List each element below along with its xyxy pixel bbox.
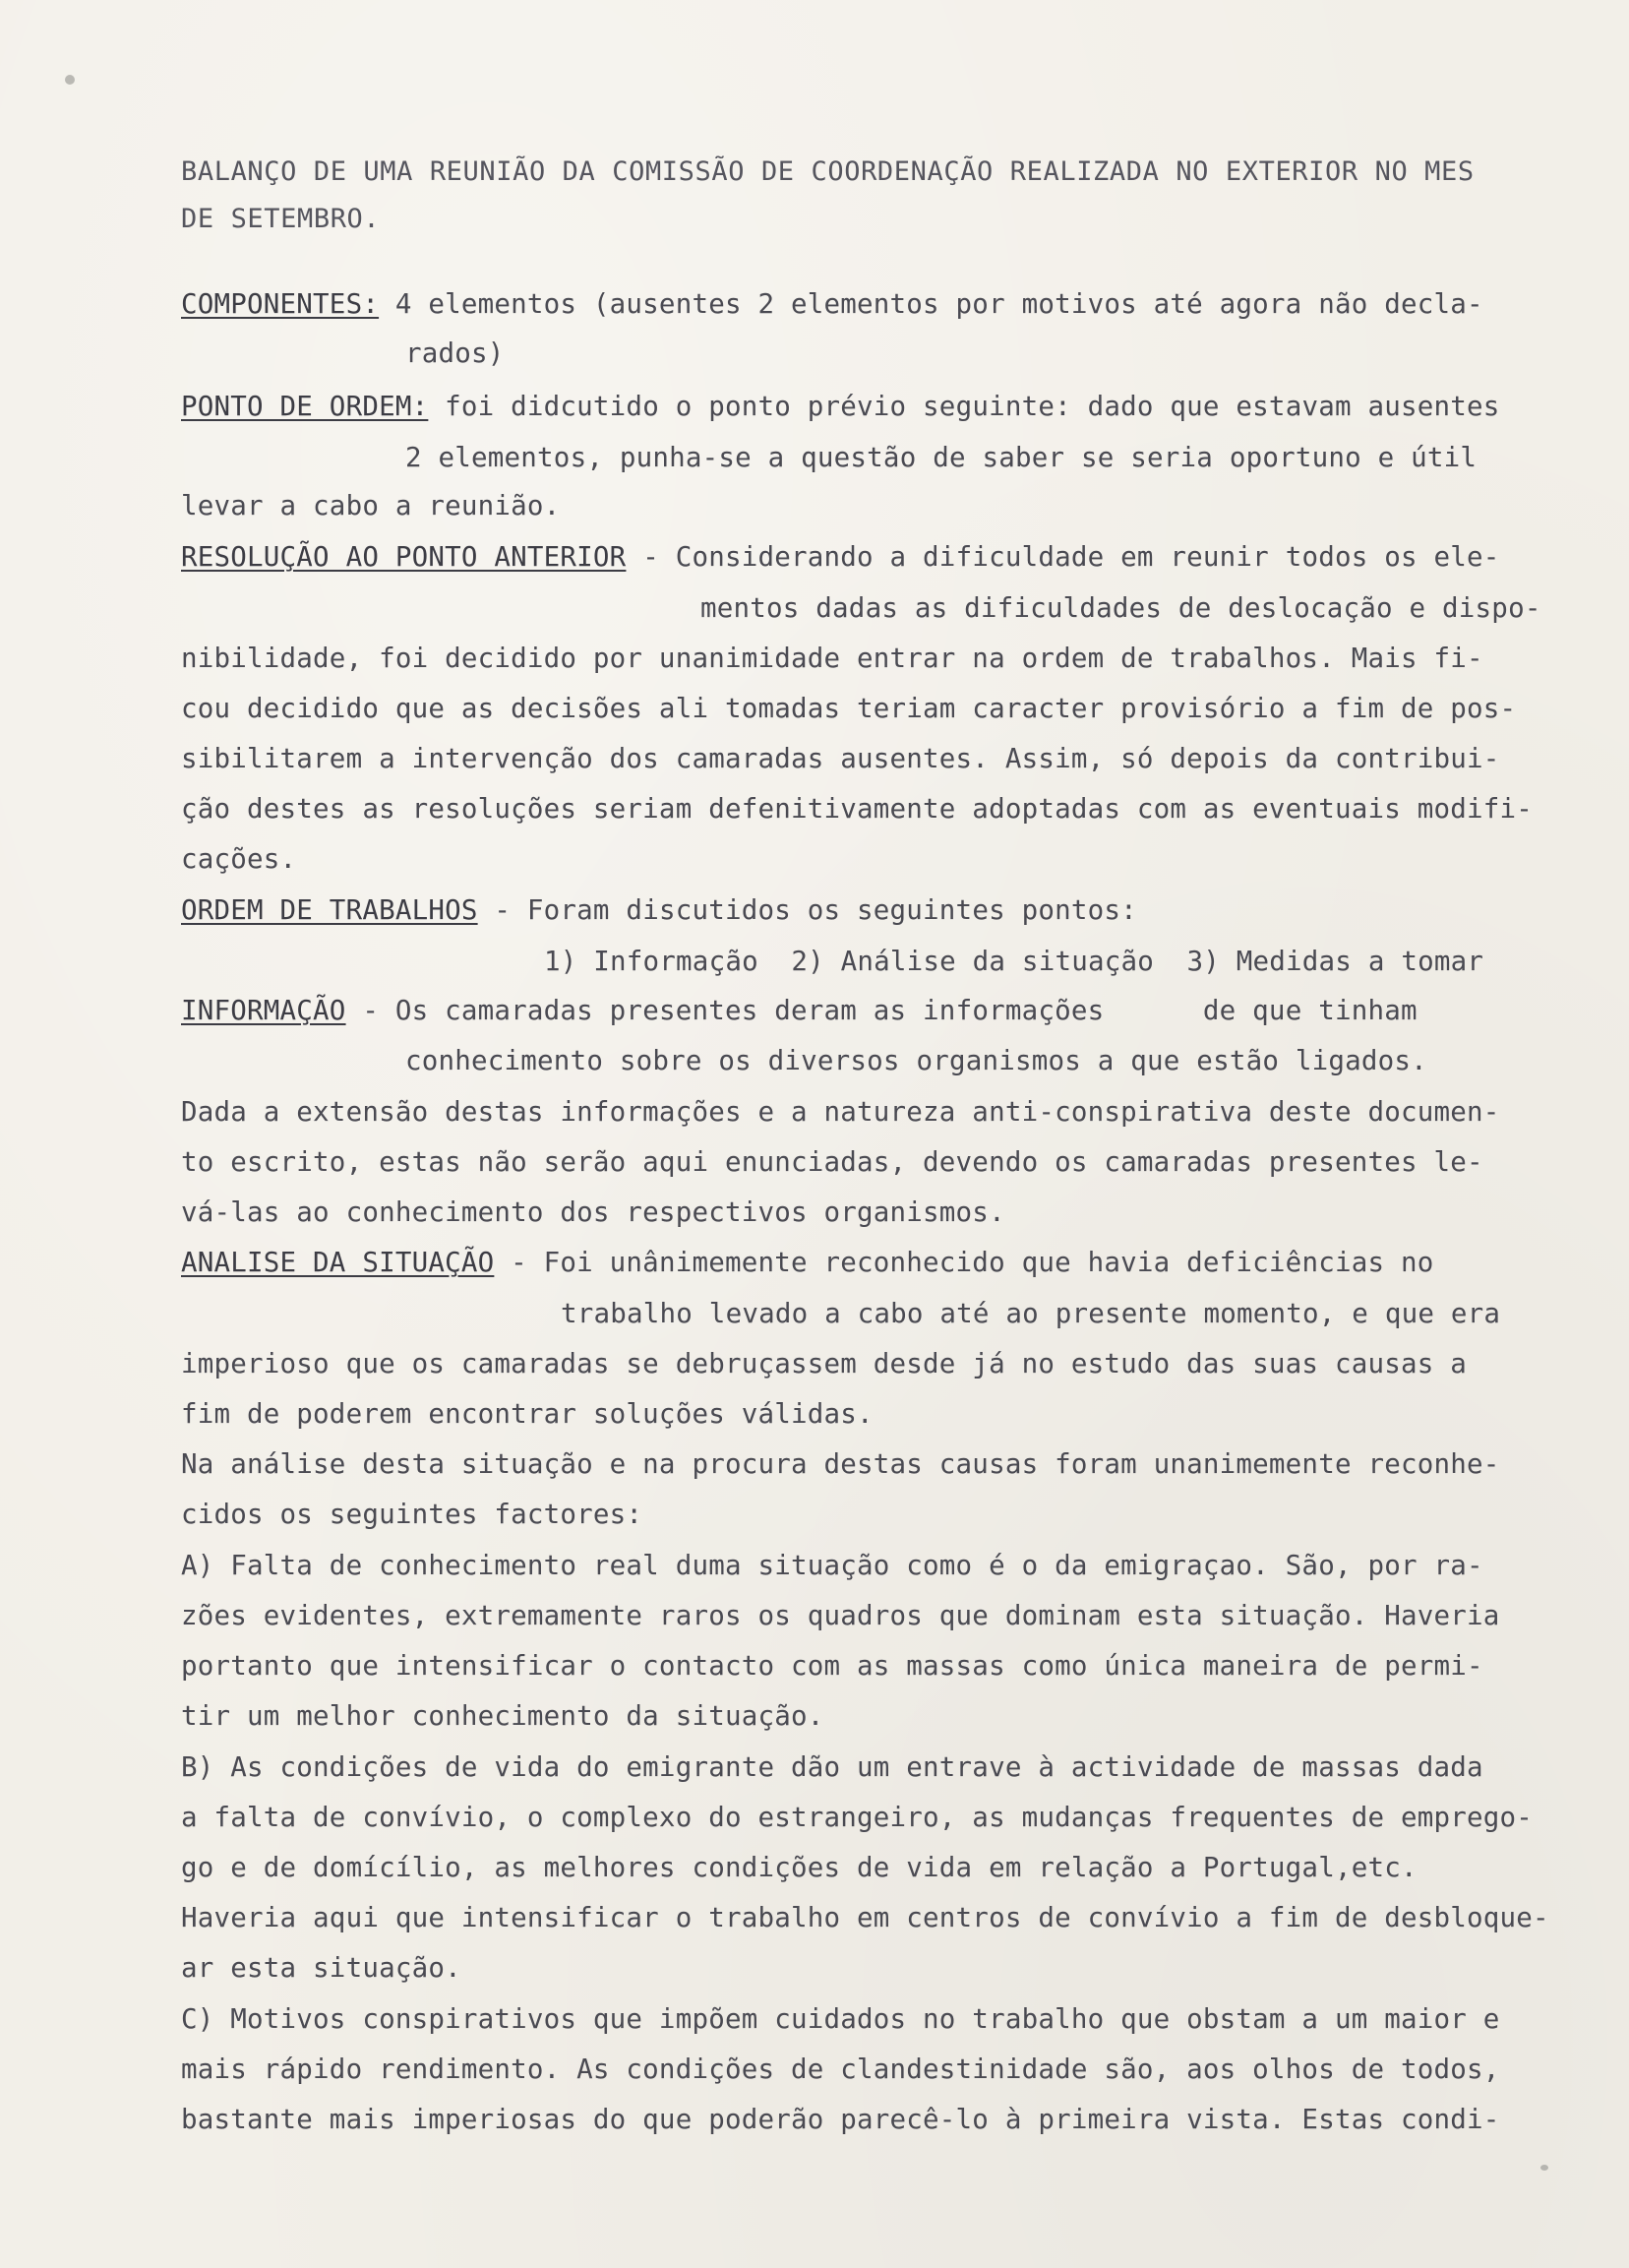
paper-speck: [1540, 2165, 1548, 2171]
informacao-text: - Os camaradas presentes deram as informações de que tinham: [345, 995, 1418, 1026]
factor-a-line-3: portanto que intensificar o contacto com as massas como única maneira de permi-: [181, 1650, 1483, 1682]
resolucao-text-2: mentos dadas as dificuldades de deslocação e dispo-: [700, 592, 1541, 624]
factor-b-line-5: ar esta situação.: [181, 1952, 461, 1984]
componentes-text-continued: rados): [405, 337, 505, 369]
ordem-de-trabalhos-heading: ORDEM DE TRABALHOS: [181, 894, 478, 926]
analise-line: [181, 1246, 1434, 1279]
ponto-de-ordem-line: [181, 390, 1500, 423]
resolucao-line: [181, 540, 1500, 574]
factor-c-line-1: C) Motivos conspirativos que impõem cuidados no trabalho que obstam a um maior e: [181, 2003, 1500, 2035]
factor-c-line-2: mais rápido rendimento. As condições de clandestinidade são, aos olhos de todos,: [181, 2053, 1500, 2085]
factor-a-line-2: zões evidentes, extremamente raros os quadros que dominam esta situação. Haveria: [181, 1600, 1500, 1631]
ordem-de-trabalhos-text: - Foram discutidos os seguintes pontos:: [477, 894, 1137, 926]
informacao-text-4: to escrito, estas não serão aqui enunciadas, devendo os camaradas presentes le-: [181, 1146, 1483, 1178]
analise-text-2: trabalho levado a cabo até ao presente momento, e que era: [561, 1298, 1501, 1329]
factor-b-line-1: B) As condições de vida do emigrante dão um entrave à actividade de massas dada: [181, 1751, 1483, 1783]
ordem-de-trabalhos-list: 1) Informação 2) Análise da situação 3) Medidas a tomar: [544, 946, 1484, 977]
resolucao-text-3: nibilidade, foi decidido por unanimidade entrar na ordem de trabalhos. Mais fi-: [181, 643, 1483, 674]
ponto-de-ordem-heading: PONTO DE ORDEM:: [181, 391, 429, 422]
ponto-de-ordem-text: foi didcutido o ponto prévio seguinte: dado que estavam ausentes: [428, 391, 1500, 422]
factor-c-line-3: bastante mais imperiosas do que poderão parecê-lo à primeira vista. Estas condi-: [181, 2104, 1500, 2135]
resolucao-text-5: sibilitarem a intervenção dos camaradas ausentes. Assim, só depois da contribui-: [181, 743, 1500, 774]
document-title-continued: DE SETEMBRO.: [181, 204, 381, 234]
componentes-heading: COMPONENTES:: [181, 288, 380, 320]
ponto-de-ordem-text-3: levar a cabo a reunião.: [181, 490, 561, 521]
informacao-line: [181, 994, 1418, 1027]
informacao-text-5: vá-las ao conhecimento dos respectivos organismos.: [181, 1196, 1005, 1228]
resolucao-text-7: cações.: [181, 843, 297, 875]
analise-text-6: cidos os seguintes factores:: [181, 1499, 643, 1530]
resolucao-text-6: ção destes as resoluções seriam defenitivamente adoptadas com as eventuais modifi-: [181, 793, 1534, 825]
componentes-text: 4 elementos (ausentes 2 elementos por motivos até agora não decla-: [379, 288, 1483, 320]
factor-a-line-4: tir um melhor conhecimento da situação.: [181, 1700, 824, 1732]
analise-text-3: imperioso que os camaradas se debruçassem desde já no estudo das suas causas a: [181, 1348, 1467, 1379]
ordem-de-trabalhos-line: [181, 893, 1137, 927]
resolucao-text: - Considerando a dificuldade em reunir todos os ele-: [626, 541, 1500, 573]
analise-heading: ANALISE DA SITUAÇÃO: [181, 1247, 495, 1278]
informacao-heading: INFORMAÇÃO: [181, 995, 346, 1026]
informacao-text-3: Dada a extensão destas informações e a natureza anti-conspirativa deste documen-: [181, 1096, 1500, 1128]
componentes-line: [181, 287, 1483, 321]
factor-b-line-4: Haveria aqui que intensificar o trabalho em centros de convívio a fim de desbloque-: [181, 1902, 1549, 1933]
ponto-de-ordem-text-2: 2 elementos, punha-se a questão de saber se seria oportuno e útil: [405, 442, 1478, 473]
informacao-text-2: conhecimento sobre os diversos organismos a que estão ligados.: [405, 1045, 1427, 1076]
analise-text-5: Na análise desta situação e na procura destas causas foram unanimemente reconhe-: [181, 1448, 1500, 1480]
factor-a-line-1: A) Falta de conhecimento real duma situação como é o da emigraçao. São, por ra-: [181, 1550, 1483, 1581]
resolucao-heading: RESOLUÇÃO AO PONTO ANTERIOR: [181, 541, 627, 573]
factor-b-line-2: a falta de convívio, o complexo do estrangeiro, as mudanças frequentes de emprego-: [181, 1802, 1534, 1833]
analise-text: - Foi unânimemente reconhecido que havia deficiências no: [494, 1247, 1434, 1278]
paper-speck: [65, 75, 75, 85]
analise-text-4: fim de poderem encontrar soluções válidas.: [181, 1398, 874, 1430]
document-title: BALANÇO DE UMA REUNIÃO DA COMISSÃO DE COORDENAÇÃO REALIZADA NO EXTERIOR NO MES: [181, 156, 1475, 187]
factor-b-line-3: go e de domícílio, as melhores condições de vida em relação a Portugal,etc.: [181, 1852, 1418, 1883]
resolucao-text-4: cou decidido que as decisões ali tomadas teriam caracter provisório a fim de pos-: [181, 693, 1517, 724]
